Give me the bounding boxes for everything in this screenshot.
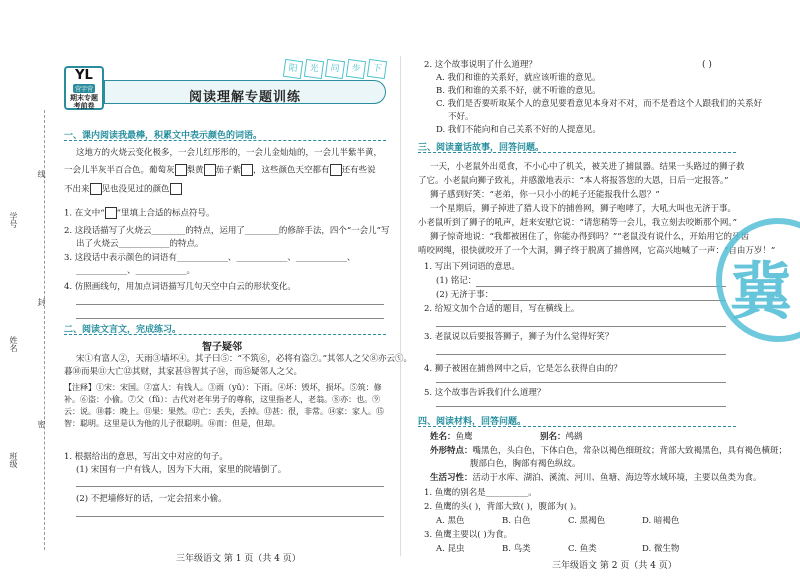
header-tag: 下: [367, 59, 387, 79]
s1-q2: 2. 这段话描写了火烧云________的特点，运用了________的修辞手法，四个“一会儿”写: [64, 226, 390, 236]
s4-alias-label: 别名：: [540, 432, 566, 442]
title-bar: [104, 80, 386, 104]
s1-passage-line2: [64, 164, 376, 177]
s1-text: 见也没见过的颜色: [101, 184, 170, 195]
header-tag: 同: [325, 59, 345, 79]
r-opt-c: C. 我们是否要听取某个人的意见要看意见本身对不对，而不是看这个人跟我们的关系好: [436, 99, 763, 109]
s1-text: ，这些颜色天空都有: [253, 165, 330, 176]
margin-label-secret: 密: [37, 420, 46, 428]
punct-box: [105, 207, 117, 219]
answer-line[interactable]: [76, 304, 384, 305]
margin-label-seal: 封: [37, 298, 46, 306]
page-title: 阅读理解专题训练: [188, 90, 301, 105]
option[interactable]: A. 黑色: [436, 516, 465, 526]
option[interactable]: C. 黑褐色: [568, 516, 606, 526]
s4-name-row: [430, 432, 473, 443]
answer-line[interactable]: [436, 326, 726, 327]
s4-q1: 1. 鱼鹰的别名是__________。: [424, 488, 537, 498]
footer-right: 三年级语文 第 2 页（共 4 页）: [552, 561, 677, 571]
answer-line[interactable]: [476, 286, 726, 287]
punct-box[interactable]: [175, 164, 187, 176]
logo-sub-1: 期末专题: [70, 93, 98, 102]
s3-p2d: 啃咬网绳，很快就咬开了一个大洞，狮子终于脱离了捕兽网，它高兴地喊了一声：“自由万岁！”: [418, 246, 776, 256]
header-tag: 光: [304, 59, 324, 79]
s3-q2: 2. 给短文加个合适的题目，写在横线上。: [424, 304, 580, 314]
s3-p1b: 了它。小老鼠向狮子致礼，并感激地表示：“本人将报答您的大恩，日后一定报答。”: [418, 176, 729, 186]
answer-line[interactable]: [492, 300, 726, 301]
punct-box[interactable]: [241, 164, 253, 176]
answer-line[interactable]: [76, 516, 384, 517]
s4-name-val: 鱼鹰: [455, 432, 473, 442]
punct-box[interactable]: [204, 164, 216, 176]
option[interactable]: A. 昆虫: [436, 544, 465, 554]
s2-q1a: (1) 宋国有一户有钱人，因为下大雨，家里的院墙倒了。: [76, 465, 287, 475]
option[interactable]: B. 鸟类: [502, 544, 531, 554]
r-opt-b: B. 我们和谁的关系不好，就不听谁的意见。: [436, 86, 601, 96]
seal-character: 冀: [730, 255, 793, 328]
s3-p2c: 狮子惊奇地说：“我都被困住了，你能办得到吗？”“老鼠没有说什么，开始用它的牙齿: [430, 232, 750, 242]
s3-p1: 一天，小老鼠外出觅食，不小心中了机关，被关进了捕鼠器。结果一头路过的狮子救: [430, 162, 745, 172]
s2-q1: 1. 根据给出的意思，写出文中对应的句子。: [64, 452, 228, 462]
answer-line[interactable]: [436, 354, 726, 355]
answer-line[interactable]: [76, 486, 384, 487]
s4-feat-label: 外形特点：: [430, 446, 473, 456]
s1-q2b: 出了火烧云____________的特点。: [76, 239, 204, 249]
punct-box[interactable]: [90, 183, 102, 195]
s1-q1: [64, 207, 215, 220]
header-tag: 步: [346, 59, 366, 79]
r-opt-d: D. 我们不能向和自己关系不好的人提意见。: [436, 125, 601, 135]
logo-badge: 营字营: [74, 86, 93, 93]
s1-text: 不出来: [64, 184, 90, 195]
s1-q3: 3. 这段话中表示颜色的词语有____________、____________、____________、: [64, 253, 356, 263]
footer-left: 三年级语文 第 1 页（共 4 页）: [176, 554, 301, 564]
section2-rule: [64, 334, 386, 335]
s1-passage-line1: 这地方的火烧云变化极多，一会儿红彤彤的，一会儿金灿灿的，一会儿半紫半黄，: [76, 148, 383, 158]
logo-text: YL: [75, 68, 93, 83]
s3-p2b: 小老鼠听到了狮子的吼声，赶来安慰它说：“请您稍等一会儿，我立刻去咬断那个网。”: [418, 218, 737, 228]
s1-text: 茄子紫: [215, 165, 242, 176]
s4-feature-row: [430, 446, 787, 457]
s4-feature-row2: 腹部白色，胸部有褐色纵纹。: [470, 459, 581, 469]
r-opt-a: A. 我们和谁的关系好，就应该听谁的意见。: [436, 73, 601, 83]
page-divider: [400, 56, 401, 556]
margin-label-line: 线: [37, 170, 46, 178]
s4-alias-val: 鸬鹚: [565, 432, 583, 442]
s2-q1b: (2) 不把墙修好的话，一定会招来小偷。: [76, 494, 227, 504]
s3-q1a: (1) 铭记：: [436, 276, 477, 286]
classical-text-2: 暮⑩而果⑪大亡⑫其财，其家甚⑬智其子⑭，而⑮疑邻人之父。: [64, 367, 303, 377]
s4-q3-options: [436, 544, 716, 555]
s3-q1: 1. 写出下列词语的意思。: [424, 262, 520, 272]
option[interactable]: D. 暗褐色: [642, 516, 680, 526]
field-name: 姓名: [9, 336, 18, 352]
s3-q3: 3. 老鼠说以后要报答狮子，狮子为什么觉得好笑？: [424, 332, 614, 342]
s3-q1b: (2) 无济于事：: [436, 290, 494, 300]
section3-rule: [418, 152, 736, 153]
field-student-id: 学号: [9, 212, 18, 228]
classical-notes: 【注释】①宋：宋国。②富人：有钱人。③雨（yǔ）：下雨。④坏：毁坏，损坏。⑤筑：修补。⑥盗：小偷。⑦父（fǔ）：古代对老年男子的尊称，这里指老人，老翁。⑧亦：也。⑨云：说。⑩暮：晚上。⑪果：果然。⑫亡：丢失，丢掉。⑬甚：很，非常。⑭家：家人。⑮智：聪明。这里是认为他的儿子很聪明。⑯而：但是，但却。: [64, 383, 384, 428]
section1-rule: [64, 140, 386, 141]
r-q2: 2. 这个故事说明了什么道理？: [424, 60, 537, 70]
r-opt-c2: 不好。: [448, 112, 474, 122]
s4-name-label: 姓名：: [430, 432, 456, 442]
answer-paren[interactable]: ( ): [702, 60, 712, 70]
s1-q3b: ____________、____________。: [76, 266, 196, 276]
section1-head: 一、课内阅读我最棒，积累文中表示颜色的词语。: [64, 131, 263, 141]
s1-text: ”里填上合适的标点符号。: [116, 208, 215, 219]
s4-feat-val: 嘴黑色，头白色，下体白色，常杂以褐色细斑纹；背部大致褐黑色，具有褐色横斑；: [472, 446, 788, 456]
s4-alias-row: [540, 432, 583, 443]
section4-rule: [418, 426, 736, 427]
classical-title: 智子疑邻: [202, 342, 242, 353]
s3-p1c: 狮子感到好笑：“老弟，你一只小小的耗子还能报我什么恩？”: [430, 190, 660, 200]
punct-box[interactable]: [330, 164, 342, 176]
section2-head: 二、阅读文言文，完成练习。: [64, 325, 182, 335]
s4-q3: 3. 鱼鹰主要以( )为食。: [424, 530, 513, 540]
option[interactable]: B. 白色: [502, 516, 531, 526]
section4-head: 四、阅读材料，回答问题。: [418, 417, 527, 427]
s4-habit-row: [430, 473, 762, 484]
s3-q5: 5. 这个故事告诉我们什么道理？: [424, 388, 546, 398]
answer-line[interactable]: [76, 318, 384, 319]
section3-head: 三、阅读童话故事，回答问题。: [418, 143, 545, 153]
answer-line[interactable]: [436, 382, 726, 383]
s4-habit-val: 活动于水库、湖泊、溪流、河川、鱼塘、海边等水域环境，主要以鱼类为食。: [472, 473, 762, 483]
option[interactable]: D. 微生物: [642, 544, 680, 554]
punct-box[interactable]: [170, 183, 182, 195]
watermark-seal: [716, 218, 800, 342]
header-tag: 阳: [283, 59, 303, 79]
s1-text: 梨黄: [186, 165, 204, 176]
header-tags: [284, 60, 386, 78]
s3-q4: 4. 狮子被困在捕兽网中之后，它是怎么获得自由的？: [424, 364, 622, 374]
field-class: 班级: [9, 452, 18, 468]
answer-line[interactable]: [436, 406, 726, 407]
s1-q4: 4. 仿照画线句，用加点词语描写几句天空中白云的形状变化。: [64, 282, 296, 292]
s4-q2-options: [436, 516, 716, 527]
logo-sub-2: 考前卷: [73, 101, 95, 110]
s1-text: 还有些说: [341, 165, 376, 176]
option[interactable]: C. 鱼类: [568, 544, 597, 554]
s4-q2: 2. 鱼鹰的头( )，背部大致( )，腹部为( )。: [424, 502, 582, 512]
logo: [64, 66, 104, 110]
s1-text: 1. 在文中“: [64, 208, 105, 219]
classical-text-1: 宋①有富人②，天雨③墙坏④。其子曰⑤：“不筑⑥，必将有盗⑦。”其邻人之父⑧亦云⑨。: [76, 354, 412, 364]
s3-p2: 一个星期后，狮子掉进了猎人设下的捕兽网，狮子咆哮了，大吼大叫也无济于事。: [430, 204, 737, 214]
s1-text: 一会儿半灰半百合色。葡萄灰: [64, 165, 175, 176]
s1-passage-line3: [64, 183, 182, 196]
s4-habit-label: 生活习性：: [430, 473, 473, 483]
